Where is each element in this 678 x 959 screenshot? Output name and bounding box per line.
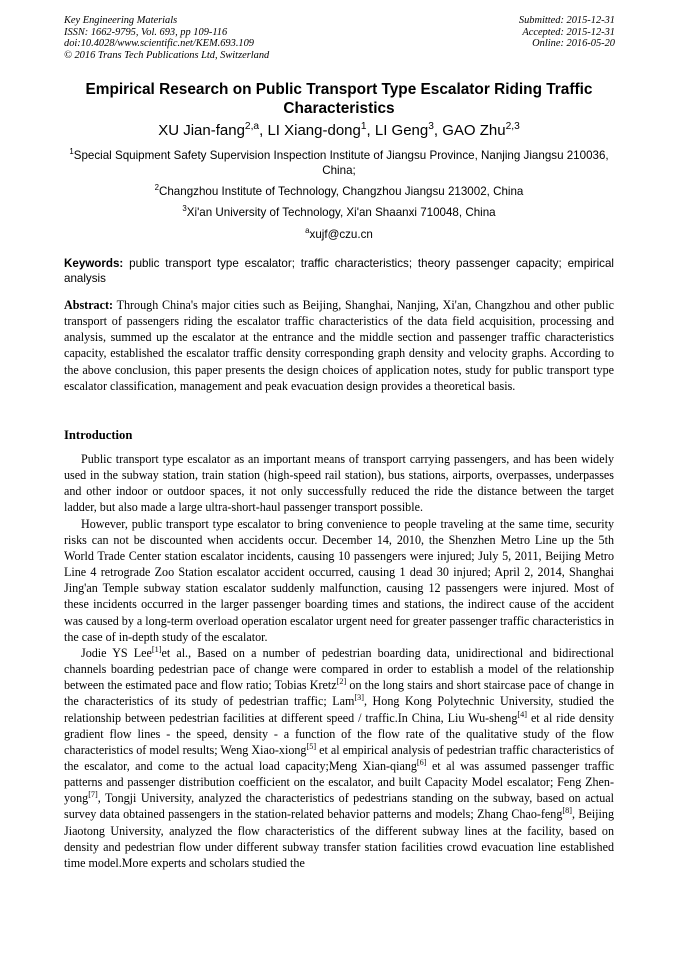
citation-ref: [7] <box>88 790 98 800</box>
abstract-label: Abstract: <box>64 298 114 312</box>
affiliation-2: $^2$Changzhou Institute of Technology, Changzhou Jiangsu 213002, China <box>154 183 524 198</box>
accepted-date: Accepted: 2015-12-31 <box>522 26 615 38</box>
intro-paragraph <box>64 516 614 645</box>
keywords-text: public transport type escalator; traffic characteristics; theory passenger capacity; empirical analysis <box>64 257 614 285</box>
journal-info <box>64 15 269 61</box>
journal-name: Key Engineering Materials <box>64 15 178 26</box>
intro-text: However, public transport type escalator to bring convenience to people traveling at the same time, security risks can not be discounted when accidents occur. December 14, 2010, the Shenzhen Metro Line up the 5th World Trade Center station escalator incidents, causing 10 passengers were injured; July 5, 2011, Beijing Metro Line 4 retrograde Zoo Station escalator accident occurred, causing 1 dead 30 injured; April 2, 2014, Shanghai Jing'an Temple subway station escalator suddenly malfunction, causing 12 passengers were injured. Most of these incidents occurred in the larger passenger boarding times and stations, the indirect cause of the accident was caused by a long-term overload operation escalator urgent need for greater passenger traffic characteristics in the case of in-depth study of the escalator. <box>64 516 614 644</box>
abstract-text: Through China's major cities such as Beijing, Shanghai, Nanjing, Xi'an, Changzhou and other public transport of passengers riding the escalator traffic characteristics of the data field acquisition, processing and analysis, summed up the escalator at the entrance and the middle section and passenger traffic characteristics capacity, established the escalator traffic density corresponding graph density and velocity graphs. According to the above conclusion, this paper presents the design choices of application notes, study for public transport type escalator classification, management and peak evacuation design provides a theoretical basis. <box>64 298 614 393</box>
intro-text: Public transport type escalator as an important means of transport carrying passengers, and has been widely used in the subway station, train station (high-speed rail station), bus stations, airports, overpasses, underpasses and other indoor or outdoor spaces, it not only successfully reduced the ride the distance between the target ladder, but also made a large ultra-short-haul passenger transport possible. <box>64 452 614 515</box>
intro-text: et al ride density gradient flow lines - the speed, density - a function of the flow rate of the qualitative study of the flow characteristics of model results; Weng Xiao-xiong <box>64 710 614 757</box>
intro-text: , Hong Kong Polytechnic University, studied the relationship between pedestrian facilities at different speed / traffic.In China, Liu Wu-sheng <box>64 694 615 725</box>
paper-title: Empirical Research on Public Transport Type Escalator Riding Traffic Characteristics <box>85 81 593 117</box>
intro-paragraph <box>64 451 614 516</box>
keywords-label: Keywords: <box>64 257 124 270</box>
affiliation-3: $^3$Xi'an University of Technology, Xi'an Shaanxi 710048, China <box>182 204 496 219</box>
author: XU Jian-fang$^{2,a}$, <box>158 121 268 139</box>
intro-text: et al was assumed passenger traffic patterns and passenger distribution coefficient on the escalator, and built Capacity Model escalator; Feng Zhen-yong <box>64 758 614 806</box>
issn-line: ISSN: 1662-9795, Vol. 693, pp 109-116 <box>64 26 228 38</box>
citation-ref: [5] <box>306 741 317 751</box>
section-heading-introduction: Introduction <box>64 428 133 442</box>
author: LI Geng$^3$, <box>374 121 443 139</box>
doi-line: doi:10.4028/www.scientific.net/KEM.693.109 <box>64 38 254 50</box>
author: LI Xiang-dong$^1$, <box>267 121 375 139</box>
intro-text: , Tongji University, analyzed the characteristics of pedestrians standing on the subway, based on actual survey data obtained passengers in the station-related behavior patterns and models; Zhang Chao-feng <box>64 791 614 822</box>
affiliation-1: $^1$Special Squipment Safety Supervision Inspection Institute of Jiangsu Province, Nanjing Jiangsu 210036, China; <box>69 147 609 177</box>
author-email: $^a$xujf@czu.cn <box>305 226 373 241</box>
introduction-body <box>64 451 614 871</box>
copyright-line: © 2016 Trans Tech Publications Ltd, Switzerland <box>64 49 270 61</box>
citation-ref: [2] <box>336 677 347 687</box>
author-list <box>60 122 618 140</box>
submitted-date: Submitted: 2015-12-31 <box>518 15 615 26</box>
citation-ref: [8] <box>562 806 572 816</box>
intro-text: et al., Based on a number of pedestrian boarding data, unidirectional and bidirectional channels boarding pedestrian pace of change were compared in order to establish a model of the relationship between the estimated pace and flow ratio; Tobias Kretz <box>64 645 614 693</box>
intro-text: et al empirical analysis of pedestrian traffic characteristics of the escalator, and come to the actual load capacity;Meng Xian-qiang <box>64 742 614 773</box>
citation-ref: [4] <box>517 709 527 719</box>
online-date: Online: 2016-05-20 <box>532 38 615 50</box>
intro-text: on the long stairs and short staircase pace of change in the characteristics of its study of pedestrian traffic; Lam <box>64 678 614 709</box>
intro-paragraph <box>64 645 614 871</box>
abstract <box>64 297 614 394</box>
intro-text: Jodie YS Lee <box>81 645 152 660</box>
intro-text: , Beijing Jiaotong University, analyzed the flow characteristics of the different subway lines at the facility, based on density and pedestrian flow under different subway transfer station facilities crowd evacuation line established time model.More experts and scholars studied the <box>64 807 614 870</box>
keywords <box>64 256 614 286</box>
submission-dates <box>519 15 615 50</box>
citation-ref: [3] <box>354 693 365 703</box>
citation-ref: [1] <box>151 644 162 654</box>
author: GAO Zhu$^{2,3}$ <box>442 121 520 139</box>
citation-ref: [6] <box>416 757 427 767</box>
